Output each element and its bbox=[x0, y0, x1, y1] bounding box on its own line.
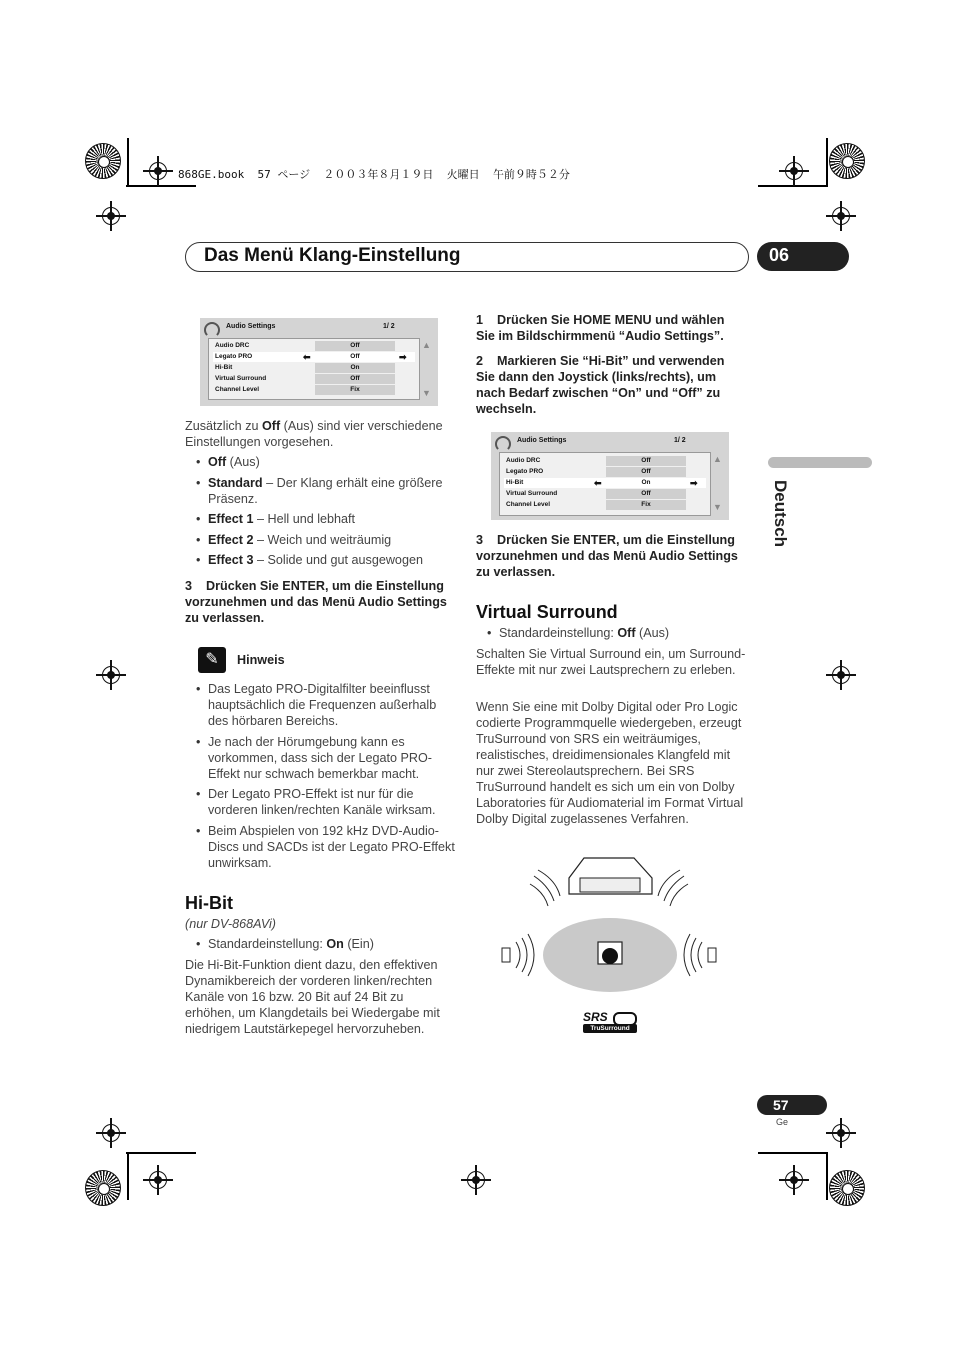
list-item: • Standardeinstellung: On (Ein) bbox=[185, 936, 455, 952]
crop-mark bbox=[126, 1152, 196, 1154]
osd-row: Legato PRO Off bbox=[504, 467, 706, 477]
list-item: • Je nach der Hörumgebung kann es vorkommen, dass sich der Legato PRO-Effekt nur schwach bemerkbar macht. bbox=[185, 734, 457, 782]
registration-mark-icon bbox=[102, 1124, 120, 1142]
osd-row: Channel Level Fix bbox=[504, 500, 706, 510]
osd-screenshot-left bbox=[200, 318, 438, 406]
list-item: • Effect 1 – Hell und lebhaft bbox=[185, 511, 455, 527]
registration-mark-icon bbox=[149, 162, 167, 180]
hibit-default bbox=[185, 936, 455, 957]
virtual-surround-heading: Virtual Surround bbox=[476, 602, 618, 622]
crop-mark bbox=[126, 185, 196, 187]
side-tab-bar bbox=[768, 457, 872, 468]
step-2: 2 Markieren Sie “Hi-Bit” und verwenden Sie dann den Joystick (links/rechts), um nach Bedarf zwischen “On” und “Off” zu wechseln. bbox=[476, 354, 728, 416]
options-list bbox=[185, 454, 455, 573]
registration-mark-icon bbox=[102, 207, 120, 225]
list-item: • Beim Abspielen von 192 kHz DVD-Audio-Discs und SACDs ist der Legato PRO-Effekt unwirksam. bbox=[185, 823, 457, 871]
osd-list bbox=[208, 338, 420, 400]
chapter-badge: 06 bbox=[757, 242, 849, 271]
registration-mark-icon bbox=[785, 162, 803, 180]
registration-mark-icon bbox=[832, 1124, 850, 1142]
crop-mark bbox=[758, 1152, 828, 1154]
osd-row: Audio DRC Off bbox=[213, 341, 415, 351]
list-item: • Off (Aus) bbox=[185, 454, 455, 470]
osd-row: Channel Level Fix bbox=[213, 385, 415, 395]
language-code: Ge bbox=[776, 1117, 789, 1127]
vs-paragraph-2: Wenn Sie eine mit Dolby Digital oder Pro Logic codierte Programmquelle wiedergeben, erzeugt TruSurround von SRS ein weiträumiges, realistisches, dreidimensionales Klangfeld mit nur zwei Stereolautsprechern. Bei SRS TruSurround handelt es sich um ein von Dolby Laboratories für Audiomaterial im Format Virtual Dolby Digital zugelassenes Verfahren. bbox=[476, 700, 744, 826]
list-item: • Effect 2 – Weich und weiträumig bbox=[185, 532, 455, 548]
notes-list bbox=[185, 681, 457, 875]
hibit-heading: Hi-Bit bbox=[185, 893, 233, 913]
list-item: • Standard – Der Klang erhält eine größere Präsenz. bbox=[185, 475, 455, 507]
hibit-body: Die Hi-Bit-Funktion dient dazu, den effektiven Dynamikbereich der vorderen linken/rechten Kanäle von 16 bzw. 20 Bit auf 24 Bit zu erhöhen, um Klangdetails bei Wiedergabe mit niedrigem Lautstärkepegel hervorzuheben. bbox=[185, 958, 440, 1036]
surround-diagram bbox=[494, 856, 724, 996]
osd-row: Audio DRC Off bbox=[504, 456, 706, 466]
note-title: Hinweis bbox=[237, 653, 285, 667]
crop-mark bbox=[826, 138, 828, 186]
registration-mark-icon bbox=[832, 666, 850, 684]
osd-title: Audio Settings bbox=[226, 323, 276, 330]
crop-mark bbox=[826, 1152, 828, 1200]
osd-list bbox=[499, 452, 711, 516]
surround-illustration bbox=[494, 856, 724, 996]
scroll-up-icon: ▲ bbox=[713, 454, 722, 464]
print-header: 868GE.book 57 ページ ２００３年８月１９日 火曜日 午前９時５２分 bbox=[178, 168, 570, 181]
left-arrow-icon: ⬅ bbox=[303, 352, 311, 362]
list-item: • Der Legato PRO-Effekt ist nur für die vorderen linken/rechten Kanäle wirksam. bbox=[185, 786, 457, 818]
osd-row: Virtual Surround Off bbox=[504, 489, 706, 499]
section-header bbox=[185, 242, 749, 272]
step-3-left: 3 Drücken Sie ENTER, um die Einstellung vorzunehmen und das Menü Audio Settings zu verlassen. bbox=[185, 579, 451, 625]
page-number-badge: 57 bbox=[757, 1095, 827, 1115]
scroll-down-icon: ▼ bbox=[713, 502, 722, 512]
registration-mark-icon bbox=[785, 1171, 803, 1189]
osd-title: Audio Settings bbox=[517, 437, 567, 444]
scroll-down-icon: ▼ bbox=[422, 388, 431, 398]
registration-mark-icon bbox=[467, 1171, 485, 1189]
registration-mark-icon bbox=[149, 1171, 167, 1189]
headphone-icon bbox=[495, 436, 511, 452]
headphone-icon bbox=[204, 322, 220, 338]
list-item: • Das Legato PRO-Digitalfilter beeinflusst hauptsächlich die Frequenzen außerhalb des hörbaren Bereichs. bbox=[185, 681, 457, 729]
osd-row-selected: Legato PRO ⬅ Off ➡ bbox=[213, 352, 415, 362]
right-arrow-icon: ➡ bbox=[399, 352, 407, 362]
scroll-up-icon: ▲ bbox=[422, 340, 431, 350]
crop-mark bbox=[127, 1152, 129, 1200]
osd-row: Hi-Bit On bbox=[213, 363, 415, 373]
registration-star-icon bbox=[829, 143, 865, 179]
section-title: Das Menü Klang-Einstellung bbox=[204, 245, 461, 266]
osd-row: Virtual Surround Off bbox=[213, 374, 415, 384]
osd-row-selected: Hi-Bit ⬅ On ➡ bbox=[504, 478, 706, 488]
registration-mark-icon bbox=[832, 207, 850, 225]
crop-mark bbox=[127, 138, 129, 186]
osd-page: 1/ 2 bbox=[674, 437, 686, 444]
registration-mark-icon bbox=[102, 666, 120, 684]
osd-page: 1/ 2 bbox=[383, 323, 395, 330]
srs-trusurround-logo: SRS TruSurround bbox=[583, 1012, 639, 1034]
vs-paragraph-1: Schalten Sie Virtual Surround ein, um Surround-Effekte mit nur zwei Lautsprechern zu erleben. bbox=[476, 647, 746, 677]
list-item: • Standardeinstellung: Off (Aus) bbox=[476, 625, 746, 641]
vs-default bbox=[476, 625, 746, 646]
side-language-label: Deutsch bbox=[771, 480, 790, 548]
registration-star-icon bbox=[85, 1170, 121, 1206]
osd-screenshot-right bbox=[491, 432, 729, 520]
hibit-model: (nur DV-868AVi) bbox=[185, 917, 276, 931]
step-1: 1 Drücken Sie HOME MENU und wählen Sie im Bildschirmmenü “Audio Settings”. bbox=[476, 313, 728, 343]
registration-star-icon bbox=[85, 143, 121, 179]
right-arrow-icon: ➡ bbox=[690, 478, 698, 488]
left-arrow-icon: ⬅ bbox=[594, 478, 602, 488]
list-item: • Effect 3 – Solide und gut ausgewogen bbox=[185, 552, 455, 568]
note-icon: ✎ bbox=[198, 647, 226, 673]
registration-star-icon bbox=[829, 1170, 865, 1206]
step-3-right: 3 Drücken Sie ENTER, um die Einstellung vorzunehmen und das Menü Audio Settings zu verlassen. bbox=[476, 533, 742, 579]
options-intro: Zusätzlich zu Off (Aus) sind vier verschiedene Einstellungen vorgesehen. bbox=[185, 419, 443, 449]
